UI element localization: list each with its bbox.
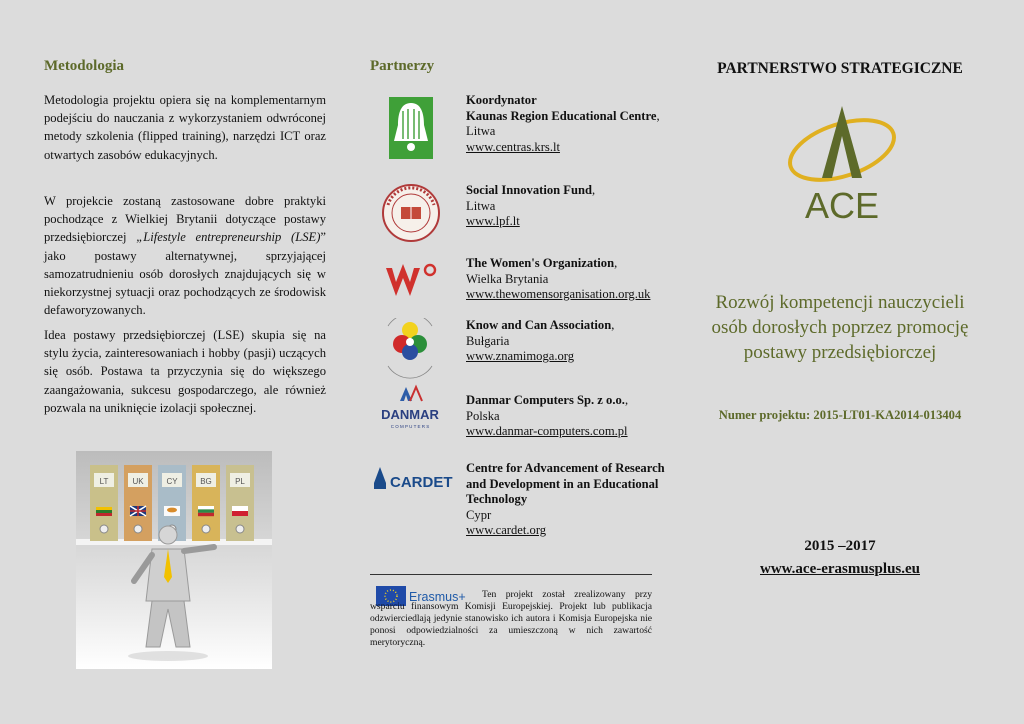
partner-name: Social Innovation Fund xyxy=(466,183,592,197)
project-number: Numer projektu: 2015-LT01-KA2014-013404 xyxy=(718,408,962,422)
kaunas-bell-logo xyxy=(370,97,456,159)
ace-logo xyxy=(786,100,906,228)
cardet-logo-text: CARDET xyxy=(390,474,453,491)
partner-name: The Women's Organization xyxy=(466,256,615,270)
partner-danmar-info: Danmar Computers Sp. z o.o., Polska www.danmar-computers.com.pl xyxy=(466,393,676,440)
folder-bg xyxy=(192,465,220,541)
paragraph-2-text-start: W projekcie zostaną zastosowane dobre praktyki pochodzące z Wielkiej Brytanii dotyczące postawy przedsiębiorczej xyxy=(44,194,326,245)
folder-uk xyxy=(124,465,152,541)
cover-tagline: Rozwój kompetencji nauczycieli osób dorosłych poprzez promocję postawy przedsiębiorczej xyxy=(711,292,969,363)
folder-label-bg: BG xyxy=(200,477,212,486)
project-website-link[interactable]: www.ace-erasmusplus.eu xyxy=(760,561,920,577)
partner-name: Centre for Advancement of Research and Development in an Educational Technology xyxy=(466,461,665,506)
partner-social-innovation-info: Social Innovation Fund, Litwa www.lpf.lt xyxy=(466,183,676,230)
womens-organisation-logo xyxy=(370,252,456,314)
footer-divider xyxy=(370,574,652,575)
cover-title: PARTNERSTWO STRATEGICZNE xyxy=(717,60,963,77)
partner-country: Cypr xyxy=(466,507,492,522)
partner-link-znamimoga[interactable]: www.znamimoga.org xyxy=(466,349,575,363)
methodology-heading: Metodologia xyxy=(44,58,124,74)
project-years: 2015 –2017 xyxy=(804,538,876,554)
danmar-logo-subtext: C O M P U T E R S xyxy=(390,424,430,429)
partner-cardet-info xyxy=(466,461,676,539)
folder-pl xyxy=(226,465,254,541)
know-and-can-logo xyxy=(370,318,456,380)
paragraph-2-text-end: ” jako postawy alternatywnej, sprzyjającej samozatrudnieniu osób dorosłych znajdujących się w niekorzystnej sytuacji oraz pochodzących ze środowisk defaworyzowanych. xyxy=(44,230,326,318)
partner-name: Danmar Computers Sp. z o.o. xyxy=(466,393,625,407)
methodology-paragraph-1: Metodologia projektu opiera się na komplementarnym podejściu do nauczania z wykorzystaniem odwróconej metody szkolenia (flipped training), narzędzi ICT oraz otwartych zasobów edukacyjnych. xyxy=(44,93,326,162)
ace-logo-text: ACE xyxy=(804,185,880,226)
partner-link-womens[interactable]: www.thewomensorganisation.org.uk xyxy=(466,287,651,301)
partner-link-kaunas[interactable]: www.centras.krs.lt xyxy=(466,139,560,154)
partner-name: Kaunas Region Educational Centre xyxy=(466,108,657,123)
eu-disclaimer: Ten projekt został zrealizowany przy wsparciu finansowym Komisji Europejskiej. Projekt lub publikacja odzwierciedlają jedynie stanowisko ich autora i Komisja Europejska nie ponosi odpowiedzialności za umieszczoną w nich zawartość merytoryczną. xyxy=(370,589,652,648)
partner-know-and-can-info: Know and Can Association, Bułgaria www.znamimoga.org xyxy=(466,318,676,365)
partner-country: Bułgaria xyxy=(466,333,510,348)
methodology-paragraph-3: Idea postawy przedsiębiorczej (LSE) skupia się na stylu życia, zainteresowaniach i hobby (pasji) uczących się osób. Postawa ta przyczynia się do większego zaangażowania, sukcesu gospodarczego, ale również pozwala na uniknięcie izolacji społecznej. xyxy=(44,328,326,415)
partner-country: Polska xyxy=(466,408,500,423)
social-innovation-seal-logo xyxy=(370,183,456,245)
lse-term: „Lifestyle entrepreneurship (LSE) xyxy=(136,230,321,245)
partners-heading: Partnerzy xyxy=(370,58,435,74)
partner-link-danmar[interactable]: www.danmar-computers.com.pl xyxy=(466,424,628,438)
folder-label-lt: LT xyxy=(99,477,109,486)
partner-link-lpf[interactable]: www.lpf.lt xyxy=(466,214,520,228)
methodology-paragraph-2 xyxy=(44,192,326,319)
partner-country: Litwa xyxy=(466,198,496,213)
folder-label-cy: CY xyxy=(166,477,178,486)
cardet-logo xyxy=(370,453,456,515)
danmar-computers-logo xyxy=(370,379,456,441)
partner-womens-info: The Women's Organization, Wielka Brytania www.thewomensorganisation.org.uk xyxy=(466,256,676,303)
partner-kaunas-info: Koordynator Kaunas Region Educational Centre, Litwa www.centras.krs.lt xyxy=(466,93,676,155)
danmar-logo-text: DANMAR xyxy=(381,407,439,422)
businessman-folders-illustration xyxy=(76,451,272,669)
partner-name: Know and Can Association xyxy=(466,318,612,332)
folder-label-uk: UK xyxy=(132,477,144,486)
folder-label-pl: PL xyxy=(235,477,245,486)
folder-lt xyxy=(90,465,118,541)
erasmus-logo-text: Erasmus+ xyxy=(409,590,466,604)
partner-role-label: Koordynator xyxy=(466,93,537,107)
partner-link-cardet[interactable]: www.cardet.org xyxy=(466,523,547,537)
partner-country: Litwa xyxy=(466,124,496,138)
partner-country: Wielka Brytania xyxy=(466,271,549,286)
